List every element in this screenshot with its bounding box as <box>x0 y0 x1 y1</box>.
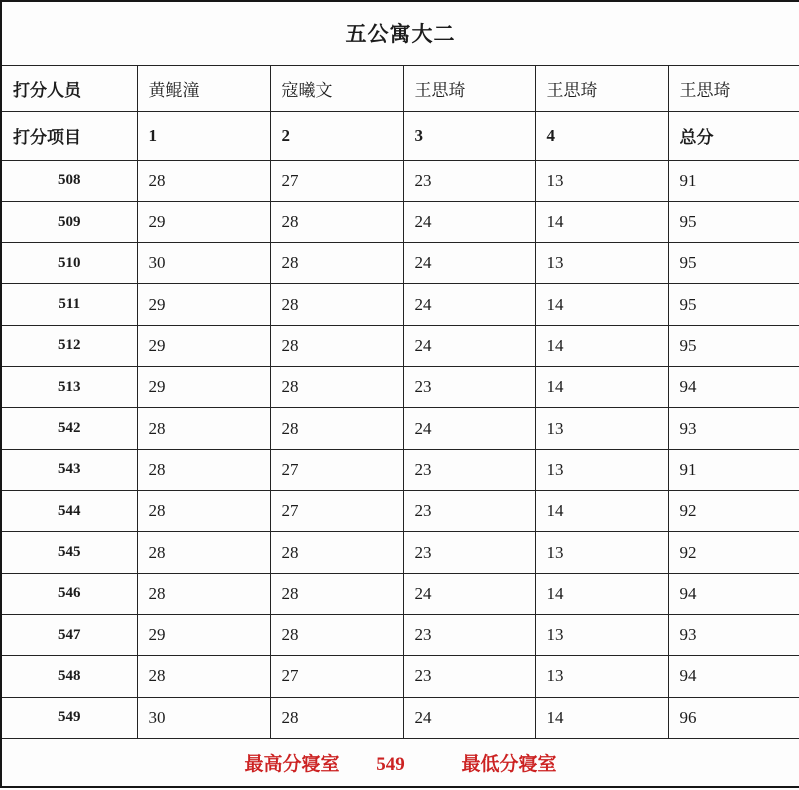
table-row <box>1 656 799 697</box>
score-cell: 29 <box>137 284 270 325</box>
score-cell: 28 <box>270 201 403 242</box>
score-cell: 28 <box>137 491 270 532</box>
table-row <box>1 532 799 573</box>
score-cell: 29 <box>137 614 270 655</box>
scorer-row-label: 打分人员 <box>1 65 137 111</box>
score-cell: 29 <box>137 367 270 408</box>
table-row <box>1 325 799 366</box>
score-cell: 23 <box>403 532 535 573</box>
score-cell: 13 <box>535 614 668 655</box>
score-cell: 28 <box>270 614 403 655</box>
room-cell: 543 <box>1 449 137 490</box>
score-cell: 28 <box>270 697 403 738</box>
table-row <box>1 491 799 532</box>
score-cell: 14 <box>535 491 668 532</box>
item-number-cell: 3 <box>403 112 535 161</box>
score-cell: 14 <box>535 573 668 614</box>
score-cell: 28 <box>270 243 403 284</box>
score-cell: 28 <box>270 408 403 449</box>
table-row <box>1 408 799 449</box>
score-cell: 23 <box>403 614 535 655</box>
room-cell: 546 <box>1 573 137 614</box>
score-cell: 94 <box>668 573 799 614</box>
score-cell: 28 <box>137 408 270 449</box>
score-cell: 92 <box>668 532 799 573</box>
score-cell: 13 <box>535 656 668 697</box>
score-cell: 28 <box>137 160 270 201</box>
score-cell: 13 <box>535 408 668 449</box>
page-title: 五公寓大二 <box>1 1 799 65</box>
score-cell: 28 <box>270 573 403 614</box>
score-cell: 91 <box>668 160 799 201</box>
room-cell: 509 <box>1 201 137 242</box>
score-cell: 13 <box>535 449 668 490</box>
scorer-name-cell: 王思琦 <box>403 65 535 111</box>
table-row <box>1 243 799 284</box>
score-cell: 27 <box>270 491 403 532</box>
score-cell: 23 <box>403 449 535 490</box>
room-cell: 545 <box>1 532 137 573</box>
room-cell: 549 <box>1 697 137 738</box>
score-cell: 27 <box>270 449 403 490</box>
room-cell: 547 <box>1 614 137 655</box>
item-row-label: 打分项目 <box>1 112 137 161</box>
scorer-name-cell: 寇曦文 <box>270 65 403 111</box>
table-row <box>1 573 799 614</box>
scorer-name-cell: 王思琦 <box>668 65 799 111</box>
room-cell: 513 <box>1 367 137 408</box>
room-cell: 544 <box>1 491 137 532</box>
score-cell: 95 <box>668 325 799 366</box>
score-cell: 27 <box>270 160 403 201</box>
score-cell: 96 <box>668 697 799 738</box>
score-cell: 95 <box>668 201 799 242</box>
score-cell: 93 <box>668 614 799 655</box>
table-row <box>1 697 799 738</box>
footer-note <box>1 738 799 787</box>
item-number-cell: 1 <box>137 112 270 161</box>
score-cell: 28 <box>270 284 403 325</box>
score-cell: 28 <box>270 532 403 573</box>
score-cell: 24 <box>403 408 535 449</box>
room-cell: 508 <box>1 160 137 201</box>
table-row <box>1 160 799 201</box>
item-header-row <box>1 112 799 161</box>
table-row <box>1 201 799 242</box>
room-cell: 548 <box>1 656 137 697</box>
highest-room-label: 最高分寝室 <box>244 753 340 775</box>
table-row <box>1 614 799 655</box>
score-cell: 28 <box>137 573 270 614</box>
score-cell: 91 <box>668 449 799 490</box>
score-cell: 24 <box>403 325 535 366</box>
score-cell: 24 <box>403 284 535 325</box>
score-cell: 94 <box>668 367 799 408</box>
score-cell: 23 <box>403 491 535 532</box>
score-cell: 14 <box>535 367 668 408</box>
score-cell: 95 <box>668 243 799 284</box>
highest-room-value: 549 <box>376 753 405 775</box>
table-row <box>1 284 799 325</box>
score-cell: 24 <box>403 573 535 614</box>
lowest-room-label: 最低分寝室 <box>461 753 557 775</box>
score-cell: 28 <box>137 532 270 573</box>
score-cell: 24 <box>403 697 535 738</box>
item-number-cell: 2 <box>270 112 403 161</box>
score-cell: 28 <box>137 656 270 697</box>
table-row <box>1 449 799 490</box>
score-cell: 24 <box>403 201 535 242</box>
score-cell: 27 <box>270 656 403 697</box>
score-cell: 23 <box>403 160 535 201</box>
score-cell: 14 <box>535 697 668 738</box>
scorer-name-cell: 王思琦 <box>535 65 668 111</box>
score-cell: 28 <box>270 367 403 408</box>
score-cell: 28 <box>137 449 270 490</box>
score-cell: 24 <box>403 243 535 284</box>
room-cell: 512 <box>1 325 137 366</box>
score-cell: 13 <box>535 160 668 201</box>
title-row <box>1 1 799 65</box>
score-cell: 14 <box>535 284 668 325</box>
room-cell: 511 <box>1 284 137 325</box>
score-cell: 30 <box>137 243 270 284</box>
score-cell: 92 <box>668 491 799 532</box>
score-cell: 93 <box>668 408 799 449</box>
room-cell: 510 <box>1 243 137 284</box>
table-row <box>1 367 799 408</box>
score-cell: 23 <box>403 367 535 408</box>
score-cell: 29 <box>137 201 270 242</box>
score-cell: 29 <box>137 325 270 366</box>
score-cell: 28 <box>270 325 403 366</box>
item-total-cell: 总分 <box>668 112 799 161</box>
footer-row <box>1 738 799 787</box>
room-cell: 542 <box>1 408 137 449</box>
score-rows <box>1 160 799 738</box>
scorer-name-cell: 黄鲲潼 <box>137 65 270 111</box>
score-cell: 13 <box>535 243 668 284</box>
item-number-cell: 4 <box>535 112 668 161</box>
scorer-header-row <box>1 65 799 111</box>
score-cell: 13 <box>535 532 668 573</box>
score-cell: 14 <box>535 201 668 242</box>
score-cell: 30 <box>137 697 270 738</box>
score-cell: 94 <box>668 656 799 697</box>
score-cell: 23 <box>403 656 535 697</box>
score-cell: 14 <box>535 325 668 366</box>
score-cell: 95 <box>668 284 799 325</box>
